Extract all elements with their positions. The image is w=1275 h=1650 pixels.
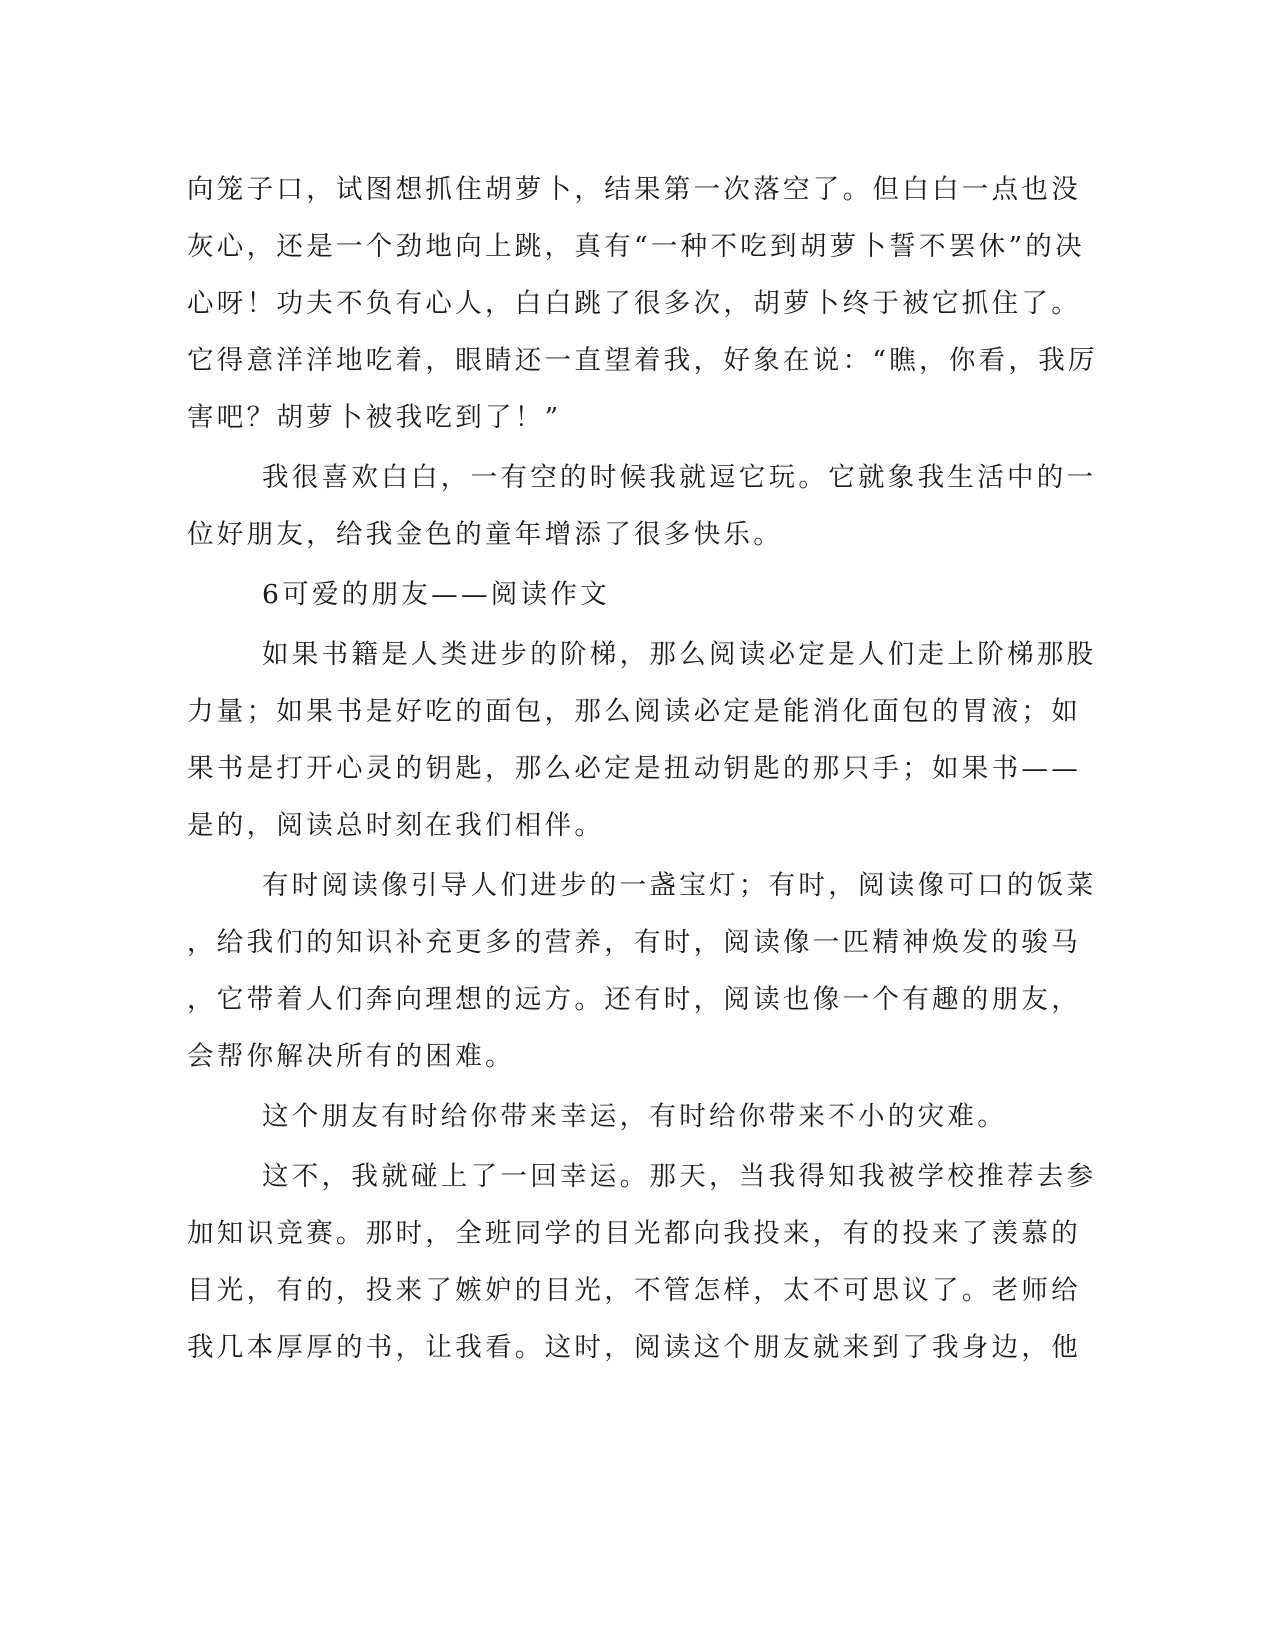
text-line: 是的，阅读总时刻在我们相伴。 bbox=[187, 810, 605, 841]
text-line: 我几本厚厚的书，让我看。这时，阅读这个朋友就来到了我身边，他 bbox=[187, 1332, 1081, 1363]
text-line: 灰心，还是一个劲地向上跳，真有“一种不吃到胡萝卜誓不罢休”的决 bbox=[187, 231, 1085, 262]
text-line: 果书是打开心灵的钥匙，那么必定是扭动钥匙的那只手；如果书—— bbox=[187, 753, 1081, 784]
text-line: 害吧？胡萝卜被我吃到了！” bbox=[187, 402, 562, 433]
text-line: 目光，有的，投来了嫉妒的目光，不管怎样，太不可思议了。老师给 bbox=[187, 1275, 1081, 1306]
text-line: 位好朋友，给我金色的童年增添了很多快乐。 bbox=[187, 519, 783, 550]
text-line: ，它带着人们奔向理想的远方。还有时，阅读也像一个有趣的朋友， bbox=[187, 984, 1081, 1015]
paragraph-first-line: 有时阅读像引导人们进步的一盏宝灯；有时，阅读像可口的饭菜 bbox=[262, 870, 1097, 901]
paragraph-first-line: 这不，我就碰上了一回幸运。那天，当我得知我被学校推荐去参 bbox=[262, 1161, 1097, 1192]
text-line: 向笼子口，试图想抓住胡萝卜，结果第一次落空了。但白白一点也没 bbox=[187, 174, 1081, 205]
text-line: 会帮你解决所有的困难。 bbox=[187, 1041, 515, 1072]
paragraph-first-line: 我很喜欢白白，一有空的时候我就逗它玩。它就象我生活中的一 bbox=[262, 462, 1097, 493]
section-heading: 6可爱的朋友——阅读作文 bbox=[262, 579, 610, 610]
paragraph-first-line: 这个朋友有时给你带来幸运，有时给你带来不小的灾难。 bbox=[262, 1101, 1007, 1132]
text-line: 加知识竞赛。那时，全班同学的目光都向我投来，有的投来了羡慕的 bbox=[187, 1218, 1081, 1249]
text-line: 心呀！功夫不负有心人，白白跳了很多次，胡萝卜终于被它抓住了。 bbox=[187, 288, 1081, 319]
text-line: ，给我们的知识补充更多的营养，有时，阅读像一匹精神焕发的骏马 bbox=[187, 927, 1081, 958]
paragraph-first-line: 如果书籍是人类进步的阶梯，那么阅读必定是人们走上阶梯那股 bbox=[262, 639, 1097, 670]
text-line: 它得意洋洋地吃着，眼睛还一直望着我，好象在说：“瞧，你看，我厉 bbox=[187, 345, 1098, 376]
text-line: 力量；如果书是好吃的面包，那么阅读必定是能消化面包的胃液；如 bbox=[187, 696, 1081, 727]
